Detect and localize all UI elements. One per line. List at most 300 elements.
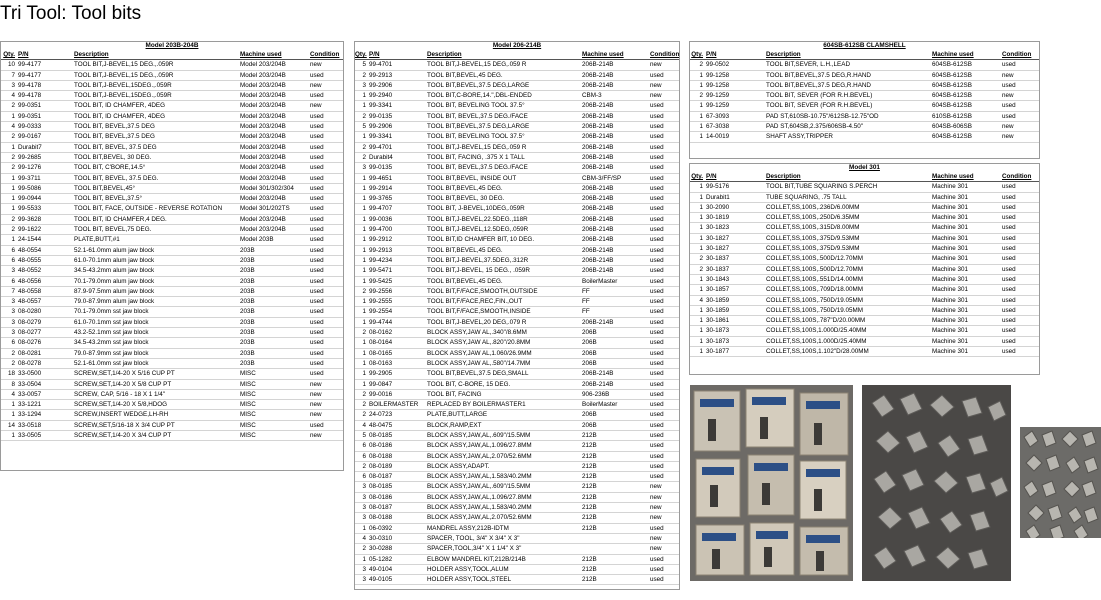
condition-cell: used bbox=[1000, 182, 1039, 192]
table-row bbox=[1, 91, 344, 101]
pn-cell: 99-2685 bbox=[16, 152, 72, 162]
tool-bits-photo-2 bbox=[862, 385, 1011, 581]
qty-cell: 1 bbox=[690, 202, 704, 212]
table-row bbox=[1, 420, 344, 430]
description-cell: 52.1-61.0mm sst jaw block bbox=[72, 358, 238, 368]
machine-cell: Machine 301 bbox=[930, 254, 1000, 264]
machine-cell: 212B bbox=[580, 575, 648, 585]
panel-model-301 bbox=[689, 163, 1040, 375]
description-cell: BLOCK ASSY,ADAPT. bbox=[425, 461, 580, 471]
table-row bbox=[690, 347, 1039, 357]
condition-cell: used bbox=[648, 245, 679, 255]
qty-cell: 1 bbox=[355, 214, 367, 224]
panel-title: Model 203B-204B bbox=[145, 42, 199, 49]
machine-cell: 203B bbox=[238, 286, 308, 296]
description-cell: TOOL BIT,BEVEL,45 DEG. bbox=[425, 70, 580, 80]
condition-cell: used bbox=[648, 358, 679, 368]
description-cell: TOOL BIT,BEVEL,37.5 DEG,SMALL bbox=[425, 369, 580, 379]
condition-cell: used bbox=[648, 255, 679, 265]
description-cell: TOOL BIT,C-BORE,14.",DBL-ENDED bbox=[425, 91, 580, 101]
qty-cell: 3 bbox=[355, 564, 367, 574]
pn-cell: 99-2913 bbox=[367, 245, 425, 255]
condition-cell: used bbox=[648, 430, 679, 440]
machine-cell: Model 203/204B bbox=[238, 214, 308, 224]
parts-table bbox=[355, 50, 679, 585]
condition-cell: new bbox=[308, 101, 344, 111]
condition-cell: used bbox=[648, 225, 679, 235]
pn-cell: 30-1861 bbox=[704, 316, 764, 326]
description-cell: SCREW,SET,1/4-20 X 5/8,HDOG bbox=[72, 400, 238, 410]
condition-cell: used bbox=[648, 564, 679, 574]
machine-cell: BoilerMaster bbox=[580, 400, 648, 410]
table-row bbox=[1, 111, 344, 121]
pn-cell: 99-1622 bbox=[16, 225, 72, 235]
pn-cell: 08-0276 bbox=[16, 338, 72, 348]
condition-cell: used bbox=[1000, 213, 1039, 223]
col-header-qty: Qty. bbox=[691, 173, 703, 180]
pn-cell: 99-2906 bbox=[367, 122, 425, 132]
condition-cell: used bbox=[648, 173, 679, 183]
qty-cell: 2 bbox=[1, 101, 16, 111]
pn-cell: 99-0135 bbox=[367, 163, 425, 173]
table-header-row bbox=[355, 50, 679, 60]
condition-cell: used bbox=[308, 235, 344, 245]
machine-cell: Machine 301 bbox=[930, 182, 1000, 192]
condition-cell: used bbox=[1000, 305, 1039, 315]
table-row bbox=[355, 307, 679, 317]
machine-cell: 203B bbox=[238, 338, 308, 348]
condition-cell: used bbox=[308, 307, 344, 317]
machine-cell: 206B-214B bbox=[580, 142, 648, 152]
qty-cell: 1 bbox=[355, 183, 367, 193]
description-cell: BLOCK ASSY,JAW,AL,1.096/27.8MM bbox=[425, 492, 580, 502]
table-row bbox=[355, 400, 679, 410]
table-row bbox=[690, 111, 1039, 121]
table-row bbox=[1, 173, 344, 183]
machine-cell: 604SB-606SB bbox=[930, 122, 1000, 132]
condition-cell: used bbox=[308, 91, 344, 101]
table-row bbox=[355, 60, 679, 70]
machine-cell: 212B bbox=[580, 441, 648, 451]
pn-cell: 48-0554 bbox=[16, 245, 72, 255]
pn-cell: BOILERMASTER bbox=[367, 400, 425, 410]
table-row bbox=[690, 202, 1039, 212]
table-row bbox=[1, 255, 344, 265]
qty-cell: 5 bbox=[355, 60, 367, 70]
condition-cell: used bbox=[308, 286, 344, 296]
table-row bbox=[1, 70, 344, 80]
qty-cell: 1 bbox=[355, 225, 367, 235]
table-row bbox=[1, 214, 344, 224]
qty-cell: 10 bbox=[1, 60, 16, 70]
machine-cell: 203B bbox=[238, 266, 308, 276]
machine-cell: 206B-214B bbox=[580, 204, 648, 214]
machine-cell: 203B bbox=[238, 317, 308, 327]
table-row bbox=[355, 430, 679, 440]
qty-cell: 6 bbox=[1, 245, 16, 255]
col-header-description: Description bbox=[72, 50, 238, 60]
condition-cell: used bbox=[648, 266, 679, 276]
pn-cell: 99-5086 bbox=[16, 183, 72, 193]
qty-cell: 2 bbox=[690, 91, 704, 101]
description-cell: 52.1-61.0mm alum jaw block bbox=[72, 245, 238, 255]
description-cell: TOOL BIT, BEVEL,75 DEG. bbox=[72, 225, 238, 235]
qty-cell: 1 bbox=[690, 192, 704, 202]
machine-cell: Machine 301 bbox=[930, 213, 1000, 223]
description-cell: SCREW,INSERT WEDGE,LH-RH bbox=[72, 410, 238, 420]
col-header-pn: P/N bbox=[16, 50, 72, 60]
machine-cell: CBM-3/FF/SP bbox=[580, 173, 648, 183]
description-cell: TOOL BIT,BEVEL, INSIDE OUT bbox=[425, 173, 580, 183]
condition-cell: used bbox=[1000, 202, 1039, 212]
machine-cell: 206B-214B bbox=[580, 152, 648, 162]
pn-cell: 30-1837 bbox=[704, 254, 764, 264]
condition-cell: new bbox=[308, 400, 344, 410]
description-cell: HOLDER ASSY,TOOL,STEEL bbox=[425, 575, 580, 585]
machine-cell: 203B bbox=[238, 307, 308, 317]
qty-cell: 1 bbox=[1, 173, 16, 183]
description-cell: TOOL BIT,BEVEL, 30 DEG. bbox=[72, 152, 238, 162]
condition-cell: used bbox=[1000, 285, 1039, 295]
condition-cell: used bbox=[1000, 347, 1039, 357]
qty-cell: 1 bbox=[1, 142, 16, 152]
description-cell: COLLET,SS,100S,.500D/12.70MM bbox=[764, 264, 930, 274]
machine-cell: 206B-214B bbox=[580, 225, 648, 235]
machine-cell: MISC bbox=[238, 369, 308, 379]
machine-cell: 206B bbox=[580, 358, 648, 368]
description-cell: TOOL BIT,J-BEVEL,37.5DEG,.312R bbox=[425, 255, 580, 265]
pn-cell: 99-3628 bbox=[16, 214, 72, 224]
pn-cell: 99-2912 bbox=[367, 235, 425, 245]
pn-cell: 30-1873 bbox=[704, 326, 764, 336]
description-cell: COLLET,SS,100S,1.102"D/28.00MM bbox=[764, 347, 930, 357]
qty-cell: 2 bbox=[690, 60, 704, 70]
machine-cell: Machine 301 bbox=[930, 202, 1000, 212]
condition-cell: used bbox=[648, 575, 679, 585]
description-cell: TOOL BIT, C-BORE, 15 DEG. bbox=[425, 379, 580, 389]
machine-cell: MISC bbox=[238, 410, 308, 420]
qty-cell: 1 bbox=[690, 80, 704, 90]
description-cell: COLLET,SS,100S,.315D/8.00MM bbox=[764, 223, 930, 233]
pn-cell: 99-1276 bbox=[16, 163, 72, 173]
pn-cell: 99-4701 bbox=[367, 142, 425, 152]
col-header-pn: P/N bbox=[704, 50, 764, 60]
condition-cell: new bbox=[1000, 70, 1039, 80]
qty-cell: 2 bbox=[1, 152, 16, 162]
panel-604sb-612sb-clamshell bbox=[689, 41, 1040, 159]
condition-cell: new bbox=[648, 482, 679, 492]
description-cell: TOOL BIT, FACING, .375 X 1 TALL bbox=[425, 152, 580, 162]
machine-cell: 203B bbox=[238, 255, 308, 265]
description-cell: HOLDER ASSY,TOOL,ALUM bbox=[425, 564, 580, 574]
condition-cell: used bbox=[1000, 274, 1039, 284]
machine-cell: Model 203/204B bbox=[238, 80, 308, 90]
condition-cell: used bbox=[648, 204, 679, 214]
pn-cell: Durabit7 bbox=[16, 142, 72, 152]
pn-cell: 48-0552 bbox=[16, 266, 72, 276]
table-row bbox=[355, 132, 679, 142]
condition-cell: used bbox=[1000, 223, 1039, 233]
description-cell: TOOL BIT,BEVEL,45° bbox=[72, 183, 238, 193]
table-row bbox=[355, 142, 679, 152]
table-row bbox=[355, 461, 679, 471]
table-row bbox=[1, 60, 344, 70]
table-row bbox=[690, 254, 1039, 264]
description-cell: 34.5-43.2mm sst jaw block bbox=[72, 338, 238, 348]
qty-cell: 2 bbox=[355, 544, 367, 554]
machine-cell: 212B bbox=[580, 503, 648, 513]
qty-cell: 1 bbox=[690, 223, 704, 233]
condition-cell: used bbox=[648, 214, 679, 224]
pn-cell: 08-0189 bbox=[367, 461, 425, 471]
pn-cell: 30-1843 bbox=[704, 274, 764, 284]
condition-cell: used bbox=[648, 410, 679, 420]
pn-cell: 14-0019 bbox=[704, 132, 764, 142]
machine-cell: 206B-214B bbox=[580, 60, 648, 70]
description-cell: TOOL BIT, BEVEL, 37.5 DEG bbox=[72, 142, 238, 152]
condition-cell: used bbox=[308, 297, 344, 307]
qty-cell: 1 bbox=[355, 554, 367, 564]
table-row bbox=[355, 183, 679, 193]
condition-cell: used bbox=[308, 152, 344, 162]
machine-cell: Model 203/204B bbox=[238, 142, 308, 152]
machine-cell: MISC bbox=[238, 420, 308, 430]
machine-cell: Model 203B bbox=[238, 235, 308, 245]
table-row bbox=[355, 338, 679, 348]
condition-cell: used bbox=[1000, 80, 1039, 90]
pn-cell: 24-0723 bbox=[367, 410, 425, 420]
description-cell: BLOCK,RAMP,EXT bbox=[425, 420, 580, 430]
pn-cell: 99-1258 bbox=[704, 80, 764, 90]
table-row bbox=[1, 400, 344, 410]
pn-cell: 30-1827 bbox=[704, 244, 764, 254]
pn-cell: 67-3093 bbox=[704, 111, 764, 121]
qty-cell: 1 bbox=[355, 523, 367, 533]
table-row bbox=[690, 132, 1039, 142]
table-row bbox=[690, 244, 1039, 254]
qty-cell: 1 bbox=[690, 274, 704, 284]
description-cell: BLOCK ASSY,JAW AL,1.060/26.9MM bbox=[425, 348, 580, 358]
machine-cell: 604SB-612SB bbox=[930, 60, 1000, 70]
qty-cell: 5 bbox=[355, 122, 367, 132]
machine-cell: 206B-214B bbox=[580, 235, 648, 245]
pn-cell: 08-0278 bbox=[16, 358, 72, 368]
machine-cell: 206B-214B bbox=[580, 122, 648, 132]
condition-cell: used bbox=[1000, 336, 1039, 346]
description-cell: PAD ST,604SB,2.375/606SB-4.50" bbox=[764, 122, 930, 132]
pn-cell: 08-0165 bbox=[367, 348, 425, 358]
table-row bbox=[1, 297, 344, 307]
pn-cell: 99-2555 bbox=[367, 297, 425, 307]
table-row bbox=[355, 286, 679, 296]
condition-cell: used bbox=[308, 255, 344, 265]
pn-cell: 99-2905 bbox=[367, 369, 425, 379]
col-header-condition: Condition bbox=[308, 50, 344, 60]
condition-cell: used bbox=[648, 348, 679, 358]
qty-cell: 4 bbox=[355, 420, 367, 430]
description-cell: 87.9-97.5mm alum jaw block bbox=[72, 286, 238, 296]
machine-cell: 206B-214B bbox=[580, 214, 648, 224]
condition-cell: used bbox=[648, 379, 679, 389]
pn-cell: 30-0310 bbox=[367, 533, 425, 543]
machine-cell: Model 203/204B bbox=[238, 122, 308, 132]
table-row bbox=[1, 338, 344, 348]
table-row bbox=[355, 564, 679, 574]
table-row bbox=[690, 213, 1039, 223]
qty-cell: 1 bbox=[355, 204, 367, 214]
description-cell: SCREW,SET,1/4-20 X 3/4 CUP PT bbox=[72, 430, 238, 440]
description-cell: MANDREL ASSY,212B-IDTM bbox=[425, 523, 580, 533]
pn-cell: 48-0555 bbox=[16, 255, 72, 265]
pn-cell: 30-1819 bbox=[704, 213, 764, 223]
condition-cell: used bbox=[308, 194, 344, 204]
machine-cell: 604SB-612SB bbox=[930, 101, 1000, 111]
condition-cell: used bbox=[648, 307, 679, 317]
qty-cell: 1 bbox=[1, 194, 16, 204]
condition-cell: used bbox=[648, 338, 679, 348]
description-cell: BLOCK ASSY,JAW,AL,1.583/40.2MM bbox=[425, 472, 580, 482]
qty-cell: 1 bbox=[355, 235, 367, 245]
condition-cell: used bbox=[648, 235, 679, 245]
parts-table bbox=[690, 172, 1039, 357]
table-row bbox=[355, 255, 679, 265]
description-cell: TOOL BIT,ID CHAMFER BIT, 10 DEG. bbox=[425, 235, 580, 245]
qty-cell: 3 bbox=[355, 492, 367, 502]
table-row bbox=[690, 316, 1039, 326]
pn-cell: 48-0556 bbox=[16, 276, 72, 286]
machine-cell: Model 203/204B bbox=[238, 60, 308, 70]
pn-cell: 30-0288 bbox=[367, 544, 425, 554]
qty-cell: 1 bbox=[690, 111, 704, 121]
condition-cell: new bbox=[1000, 132, 1039, 142]
description-cell: 79.0-87.9mm sst jaw block bbox=[72, 348, 238, 358]
qty-cell: 3 bbox=[355, 503, 367, 513]
description-cell: TOOL BIT,J-BEVEL,15 DEG,.059 R bbox=[425, 60, 580, 70]
condition-cell: new bbox=[308, 60, 344, 70]
machine-cell: Machine 301 bbox=[930, 305, 1000, 315]
description-cell: TOOL BIT,J-BEVEL,22.5DEG.,118R bbox=[425, 214, 580, 224]
condition-cell: used bbox=[648, 194, 679, 204]
qty-cell: 1 bbox=[355, 266, 367, 276]
machine-cell bbox=[580, 544, 648, 554]
table-row bbox=[355, 266, 679, 276]
condition-cell: used bbox=[1000, 233, 1039, 243]
machine-cell: 604SB-612SB bbox=[930, 80, 1000, 90]
qty-cell: 6 bbox=[1, 276, 16, 286]
machine-cell: 212B bbox=[580, 472, 648, 482]
condition-cell: used bbox=[308, 225, 344, 235]
table-row bbox=[355, 554, 679, 564]
qty-cell: 2 bbox=[1, 214, 16, 224]
qty-cell: 1 bbox=[355, 317, 367, 327]
table-row bbox=[1, 358, 344, 368]
qty-cell: 6 bbox=[355, 451, 367, 461]
machine-cell: Model 301/202TS bbox=[238, 204, 308, 214]
machine-cell: 604SB-612SB bbox=[930, 70, 1000, 80]
table-row bbox=[690, 274, 1039, 284]
description-cell: TOOL BIT, FACE, OUTSIDE - REVERSE ROTATION bbox=[72, 204, 238, 214]
description-cell: TOOL BIT,J-BEVEL,15DEG.,.059R bbox=[72, 91, 238, 101]
machine-cell: 206B-214B bbox=[580, 194, 648, 204]
qty-cell: 1 bbox=[355, 245, 367, 255]
table-row bbox=[355, 523, 679, 533]
pn-cell: 99-2554 bbox=[367, 307, 425, 317]
condition-cell: used bbox=[308, 111, 344, 121]
qty-cell: 1 bbox=[690, 244, 704, 254]
qty-cell: 6 bbox=[1, 255, 16, 265]
table-row bbox=[690, 285, 1039, 295]
col-header-description: Description bbox=[425, 50, 580, 60]
machine-cell: 206B-214B bbox=[580, 183, 648, 193]
table-row bbox=[355, 173, 679, 183]
condition-cell: used bbox=[648, 317, 679, 327]
qty-cell: 1 bbox=[355, 255, 367, 265]
qty-cell: 2 bbox=[1, 225, 16, 235]
table-row bbox=[1, 225, 344, 235]
condition-cell: used bbox=[308, 420, 344, 430]
qty-cell: 2 bbox=[355, 389, 367, 399]
machine-cell: MISC bbox=[238, 430, 308, 440]
pn-cell: 08-0185 bbox=[367, 430, 425, 440]
pn-cell: 99-0351 bbox=[16, 101, 72, 111]
description-cell: COLLET,SS,100S,.551D/14.00MM bbox=[764, 274, 930, 284]
pn-cell: 99-3341 bbox=[367, 132, 425, 142]
tool-bits-photo-1 bbox=[690, 385, 853, 581]
panel-title: 604SB-612SB CLAMSHELL bbox=[823, 42, 906, 49]
condition-cell: used bbox=[648, 297, 679, 307]
pn-cell: 49-0104 bbox=[367, 564, 425, 574]
condition-cell: used bbox=[648, 441, 679, 451]
pn-cell: 99-5425 bbox=[367, 276, 425, 286]
description-cell: PLATE,BUTT,#1 bbox=[72, 235, 238, 245]
description-cell: TOOL BIT, BEVEL, 37.5 DEG. bbox=[72, 173, 238, 183]
machine-cell: 212B bbox=[580, 451, 648, 461]
machine-cell: 206B bbox=[580, 410, 648, 420]
table-row bbox=[355, 492, 679, 502]
condition-cell: used bbox=[1000, 101, 1039, 111]
description-cell: BLOCK ASSY,JAW,AL,1.096/27.8MM bbox=[425, 441, 580, 451]
table-row bbox=[690, 305, 1039, 315]
condition-cell: new bbox=[648, 503, 679, 513]
machine-cell: 206B-214B bbox=[580, 379, 648, 389]
condition-cell: used bbox=[308, 214, 344, 224]
table-row bbox=[355, 451, 679, 461]
pn-cell: 99-3765 bbox=[367, 194, 425, 204]
description-cell: TOOL BIT, BEVELING TOOL 37.5° bbox=[425, 101, 580, 111]
table-row bbox=[1, 348, 344, 358]
description-cell: COLLET,SS,100S,.750D/19.05MM bbox=[764, 295, 930, 305]
condition-cell: used bbox=[648, 70, 679, 80]
pn-cell: 99-2940 bbox=[367, 91, 425, 101]
pn-cell: 33-0504 bbox=[16, 379, 72, 389]
qty-cell: 6 bbox=[355, 472, 367, 482]
condition-cell: used bbox=[308, 204, 344, 214]
pn-cell: Durabit1 bbox=[704, 192, 764, 202]
table-row bbox=[355, 204, 679, 214]
table-row bbox=[1, 430, 344, 440]
description-cell: ELBOW MANDREL KIT,212B/214B bbox=[425, 554, 580, 564]
machine-cell: 906-236B bbox=[580, 389, 648, 399]
description-cell: TOOL BIT, FACING bbox=[425, 389, 580, 399]
description-cell: BLOCK ASSY,JAW,AL,.609"/15.5MM bbox=[425, 482, 580, 492]
machine-cell: 203B bbox=[238, 297, 308, 307]
pn-cell: 33-1221 bbox=[16, 400, 72, 410]
condition-cell: new bbox=[648, 91, 679, 101]
description-cell: COLLET,SS,100S,.787"D/20.00MM bbox=[764, 316, 930, 326]
pn-cell: 99-5533 bbox=[16, 204, 72, 214]
table-row bbox=[690, 122, 1039, 132]
pn-cell: 99-4744 bbox=[367, 317, 425, 327]
